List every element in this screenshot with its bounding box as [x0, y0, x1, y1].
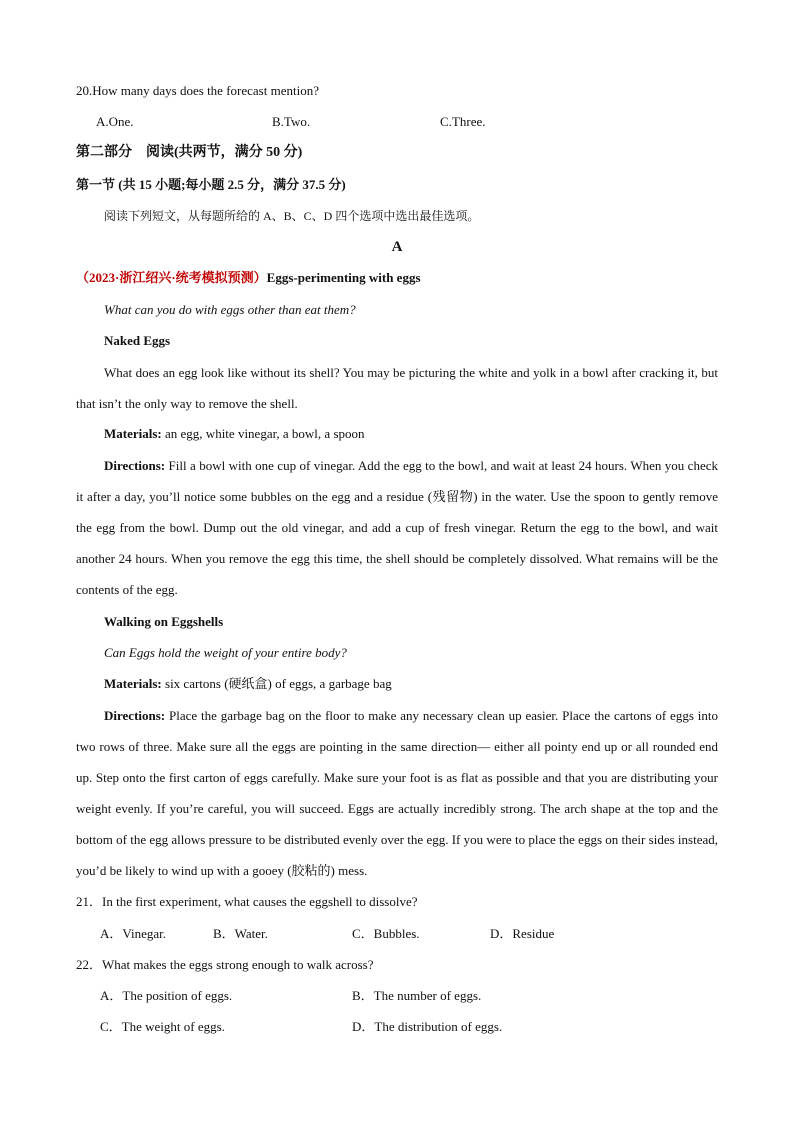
exp1-materials-label: Materials:	[104, 426, 162, 441]
exp1-heading: Naked Eggs	[104, 333, 171, 348]
passage-letter: A	[391, 239, 403, 255]
q21-option-a: A．Vinegar.	[100, 926, 167, 941]
q21-stem: 21．In the first experiment, what causes the eggshell to dissolve?	[76, 894, 418, 909]
q22-stem: 22．What makes the eggs strong enough to walk across?	[76, 957, 374, 972]
exp1-materials-text: an egg, white vinegar, a bowl, a spoon	[161, 426, 365, 441]
exp2-directions-text: Place the garbage bag on the floor to make any necessary clean up easier. Place the cartons of eggs into two rows of three. Make sure all the eggs are pointing in the same direction— either all pointy end up or all rounded end up. Step onto the first carton of eggs carefully. Make sure your foot is as flat as possible and that you are distributing your weight evenly. If you’re careful, you will succeed. Eggs are actually incredibly strong. The arch shape at the top and the bottom of the egg allows pressure to be distributed evenly over the egg. If you were to place the eggs on their sides instead, you’d be likely to wind up with a gooey (胶粘的) mess.	[76, 708, 718, 878]
q21-option-b: B．Water.	[213, 926, 268, 941]
q21-option-d: D．Residue	[490, 926, 555, 941]
exp2-materials	[104, 675, 392, 693]
intro-question: What can you do with eggs other than eat them?	[104, 302, 356, 317]
exp1-intro-paragraph: What does an egg look like without its shell? You may be picturing the white and yolk in a bowl after cracking it, but that isn’t the only way to remove the shell.	[76, 365, 718, 411]
exp1-materials	[104, 425, 365, 443]
q20-option-a: A.One.	[96, 114, 134, 129]
q22-option-b: B．The number of eggs.	[352, 988, 482, 1003]
q22-option-d: D．The distribution of eggs.	[352, 1019, 503, 1034]
passage-title: Eggs-perimenting with eggs	[266, 270, 421, 285]
q21-option-c: C．Bubbles.	[352, 926, 420, 941]
exp2-materials-text: six cartons (硬纸盒) of eggs, a garbage bag	[161, 676, 392, 691]
section1-title: 第一节 (共 15 小题;每小题 2.5 分，满分 37.5 分)	[76, 177, 346, 192]
exp1-directions-text: Fill a bowl with one cup of vinegar. Add the egg to the bowl, and wait at least 24 hours. When you check it after a day, you’ll notice some bubbles on the egg and a residue (残留物) in the water. Use the spoon to gently remove the egg from the bowl. Dump out the old vinegar, and add a cup of fresh vinegar. Return the egg to the bowl, and wait another 24 hours. When you remove the egg this time, the shell should be completely dissolved. What remains will be the contents of the egg.	[76, 458, 718, 597]
q22-option-a: A．The position of eggs.	[100, 988, 233, 1003]
exp2-question: Can Eggs hold the weight of your entire body?	[104, 645, 347, 660]
exp2-directions	[76, 700, 718, 886]
exp2-materials-label: Materials:	[104, 676, 162, 691]
instruction: 阅读下列短文，从每题所给的 A、B、C、D 四个选项中选出最佳选项。	[104, 209, 480, 223]
exp2-directions-label: Directions:	[104, 708, 166, 723]
exp2-heading: Walking on Eggshells	[104, 614, 224, 629]
part2-title: 第二部分 阅读(共两节，满分 50 分)	[76, 145, 303, 160]
q20-option-b: B.Two.	[272, 114, 311, 129]
source-tag: （2023·浙江绍兴·统考模拟预测）	[76, 270, 267, 285]
q20-option-c: C.Three.	[440, 114, 486, 129]
exp1-directions	[76, 450, 718, 605]
q20-stem: 20.How many days does the forecast mention?	[76, 83, 319, 98]
q22-option-c: C．The weight of eggs.	[100, 1019, 225, 1034]
passage-title-line	[76, 269, 421, 287]
exp1-directions-label: Directions:	[104, 458, 166, 473]
